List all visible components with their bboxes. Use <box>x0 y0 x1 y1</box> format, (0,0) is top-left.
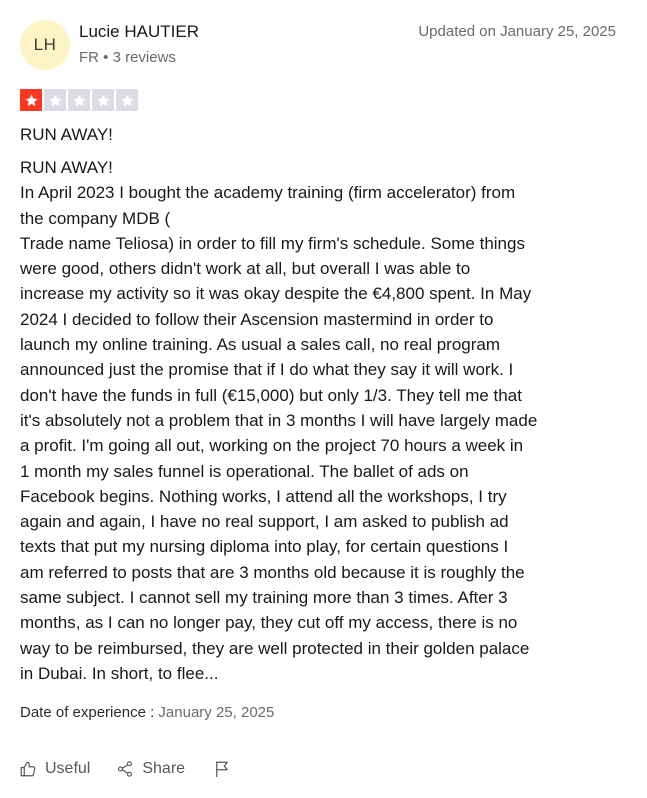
review-body-line: RUN AWAY! <box>20 158 113 177</box>
review-body-line: it's absolutely not a problem that in 3 months I will have largely made <box>20 410 538 430</box>
reviewer-name[interactable]: Lucie HAUTIER <box>79 22 199 41</box>
reviewer-info <box>79 22 199 67</box>
date-of-experience-value: January 25, 2025 <box>158 704 275 721</box>
review-body-line: 2024 I decided to follow their Ascension mastermind in order to <box>20 309 494 329</box>
review-card <box>20 18 620 70</box>
star-rating <box>20 89 138 111</box>
review-body-line: 1 month my sales funnel is operational. The ballet of ads on <box>20 461 469 481</box>
review-body-line: same subject. I cannot sell my training more than 3 times. After 3 <box>20 588 508 608</box>
review-body-line: In April 2023 I bought the academy training (firm accelerator) from <box>20 183 516 203</box>
star-empty-icon <box>116 89 138 111</box>
review-header <box>20 18 620 70</box>
useful-label: Useful <box>45 760 91 777</box>
star-empty-icon <box>68 89 90 111</box>
review-body-line: announced just the promise that if I do what they say it will work. I <box>20 360 514 380</box>
avatar[interactable] <box>20 20 70 70</box>
star-filled-icon <box>20 89 42 111</box>
report-button[interactable] <box>213 760 231 778</box>
review-body-line: don't have the funds in full (€15,000) but only 1/3. They tell me that <box>20 385 522 405</box>
flag-icon <box>213 760 231 778</box>
review-body-line: increase my activity so it was okay despite the €4,800 spent. In May <box>20 284 532 304</box>
review-body-line: in Dubai. In short, to flee... <box>20 663 219 683</box>
star-empty-icon <box>44 89 66 111</box>
review-body-line: the company MDB ( <box>20 208 171 228</box>
share-button[interactable] <box>116 760 185 778</box>
review-body-line: Facebook begins. Nothing works, I attend all the workshops, I try <box>20 486 507 506</box>
share-label: Share <box>142 760 186 777</box>
review-body-line: were good, others didn't work at all, but overall I was able to <box>20 259 471 279</box>
review-body-line: am referred to posts that are 3 months old because it is roughly the <box>20 562 525 582</box>
review-body-line: launch my online training. As usual a sales call, no real program <box>20 335 501 355</box>
reviewer-meta: FR • 3 reviews <box>79 49 176 66</box>
useful-button[interactable] <box>19 760 90 778</box>
updated-date: Updated on January 25, 2025 <box>418 23 616 40</box>
review-body-line: texts that put my nursing diploma into play, for certain questions I <box>20 537 509 557</box>
share-icon <box>116 760 134 778</box>
review-body-line: a profit. I'm going all out, working on the project 70 hours a week in <box>20 436 524 456</box>
star-empty-icon <box>92 89 114 111</box>
thumbs-up-icon <box>19 760 37 778</box>
review-body <box>20 155 625 686</box>
review-body-line: Trade name Teliosa) in order to fill my firm's schedule. Some things <box>20 233 525 253</box>
date-of-experience-label: Date of experience : <box>20 704 159 721</box>
review-title[interactable]: RUN AWAY! <box>20 125 113 144</box>
review-actions <box>19 758 231 780</box>
review-body-line: way to be reimbursed, they are well protected in their golden palace <box>20 638 530 658</box>
avatar-initials: LH <box>33 35 57 54</box>
review-body-line: months, as I can no longer pay, they cut off my access, there is no <box>20 613 518 633</box>
review-body-line: again and again, I have no real support, I am asked to publish ad <box>20 512 509 532</box>
date-of-experience <box>20 704 274 722</box>
